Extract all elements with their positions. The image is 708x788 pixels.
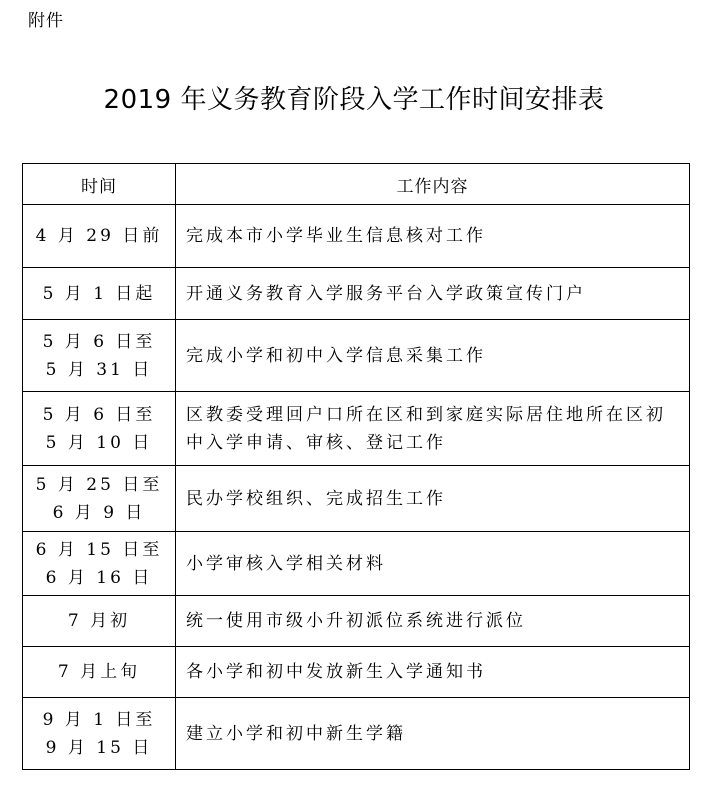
time-cell	[23, 466, 176, 532]
content-cell: 区教委受理回户口所在区和到家庭实际居住地所在区初中入学申请、审核、登记工作	[176, 392, 690, 466]
column-header-time: 时间	[23, 164, 176, 205]
table-row	[23, 268, 690, 320]
time-cell	[23, 647, 176, 698]
time-start: 5 月 1 日起	[42, 283, 156, 304]
table-row	[23, 698, 690, 770]
time-cell	[23, 320, 176, 392]
table-row	[23, 647, 690, 698]
content-cell: 小学审核入学相关材料	[176, 532, 690, 596]
time-cell	[23, 392, 176, 466]
time-end: 6 月 9 日	[52, 502, 146, 523]
page-title: 2019 年义务教育阶段入学工作时间安排表	[103, 85, 605, 115]
table-header-row	[23, 164, 690, 205]
content-cell: 完成小学和初中入学信息采集工作	[176, 320, 690, 392]
schedule-table	[22, 163, 690, 770]
content-cell: 完成本市小学毕业生信息核对工作	[176, 205, 690, 268]
content-cell: 各小学和初中发放新生入学通知书	[176, 647, 690, 698]
column-header-content: 工作内容	[176, 164, 690, 205]
attachment-label: 附件	[28, 11, 64, 31]
table-row	[23, 205, 690, 268]
time-end: 9 月 15 日	[45, 737, 153, 758]
content-cell: 开通义务教育入学服务平台入学政策宣传门户	[176, 268, 690, 320]
time-end: 5 月 31 日	[45, 359, 153, 380]
time-cell	[23, 205, 176, 268]
time-start: 6 月 15 日至	[35, 539, 163, 560]
time-start: 5 月 6 日至	[42, 331, 156, 352]
table-row	[23, 466, 690, 532]
time-start: 5 月 25 日至	[35, 474, 163, 495]
time-end: 5 月 10 日	[45, 432, 153, 453]
table-row	[23, 596, 690, 647]
time-end: 6 月 16 日	[45, 567, 153, 588]
time-cell	[23, 698, 176, 770]
table-row	[23, 320, 690, 392]
table-row	[23, 532, 690, 596]
time-start: 7 月初	[67, 611, 131, 631]
time-cell	[23, 268, 176, 320]
time-cell	[23, 532, 176, 596]
time-start: 9 月 1 日至	[42, 709, 156, 730]
time-start: 7 月上旬	[57, 662, 141, 682]
time-cell	[23, 596, 176, 647]
content-cell: 统一使用市级小升初派位系统进行派位	[176, 596, 690, 647]
table-row	[23, 392, 690, 466]
time-start: 5 月 6 日至	[42, 404, 156, 425]
content-cell: 民办学校组织、完成招生工作	[176, 466, 690, 532]
content-cell: 建立小学和初中新生学籍	[176, 698, 690, 770]
time-start: 4 月 29 日前	[35, 226, 163, 246]
